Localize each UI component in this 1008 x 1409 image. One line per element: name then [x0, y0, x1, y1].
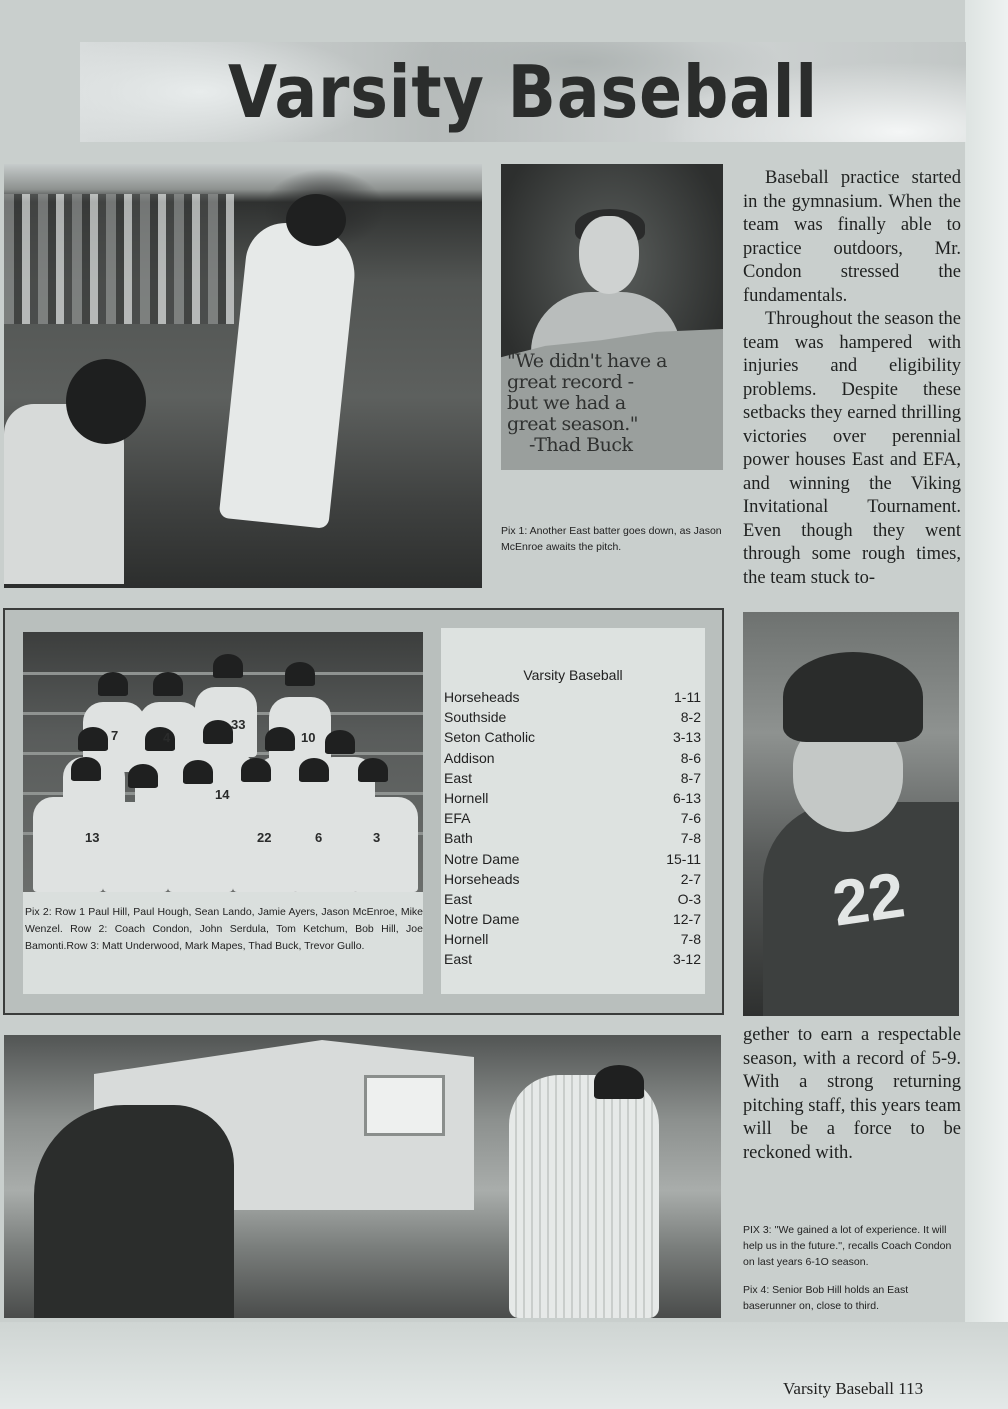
photo-baserunner: [34, 1105, 234, 1318]
team-member: [103, 802, 168, 892]
team-member-cap: [265, 727, 295, 751]
schedule-score: 8-6: [680, 749, 701, 766]
team-member-cap: [213, 654, 243, 678]
jersey-number: 22: [257, 830, 272, 845]
team-member: [353, 797, 418, 892]
team-member-cap: [71, 757, 101, 781]
schedule-score: 7-8: [680, 830, 701, 847]
photo-batter-helmet: [286, 194, 346, 246]
team-member-cap: [128, 764, 158, 788]
caption-pix1: Pix 1: Another East batter goes down, as Jason McEnroe awaits the pitch.: [501, 525, 722, 553]
team-member-cap: [183, 760, 213, 784]
team-member-cap: [98, 672, 128, 696]
schedule-opponent: EFA: [444, 810, 471, 827]
folio-page-number: 113: [898, 1379, 924, 1398]
team-member-cap: [241, 758, 271, 782]
schedule-opponent: Bath: [444, 830, 473, 847]
photo-catcher-mask: [66, 359, 146, 444]
schedule-opponent: Horseheads: [444, 870, 520, 887]
schedule-score: 8-2: [680, 709, 701, 726]
photo-team: [23, 632, 423, 892]
schedule-row: [444, 687, 701, 707]
photo-field-play: [4, 1035, 721, 1318]
schedule-opponent: Hornell: [444, 789, 489, 806]
article-paragraph: Throughout the season the team was hampered with injuries and eligibility problems. Despite these setbacks they earned thrilling victories over perennial power houses East and EFA, and winning the Viking Invitational Tournament. Even though they went through some rough times, the team stuck to-: [743, 309, 961, 588]
jersey-number: 13: [85, 830, 100, 845]
schedule-score: 7-8: [680, 931, 701, 948]
schedule-score: 1-11: [674, 689, 701, 705]
photo-crowd: [4, 194, 234, 324]
article-paragraph: gether to earn a respectable season, with a record of 5-9. With a strong returning pitching staff, this years team will be a force to be reckoned with.: [743, 1025, 962, 1163]
schedule-row: [444, 727, 701, 747]
schedule-opponent: Seton Catholic: [444, 729, 536, 746]
schedule-row: [444, 929, 701, 949]
schedule-opponent: East: [444, 951, 473, 968]
schedule-row: [444, 707, 701, 727]
article-paragraph: Baseball practice started in the gymnasium. When the team was finally able to practice outdoors, Mr. Condon stressed the fundamentals.: [743, 168, 961, 306]
photo-coach: [743, 612, 959, 1016]
photo-batter-figure: [219, 219, 360, 529]
schedule-opponent: Horseheads: [444, 689, 520, 705]
team-member-cap: [145, 727, 175, 751]
team-member-cap: [285, 662, 315, 686]
page-edge: [965, 0, 1008, 1409]
schedule-opponent: East: [444, 890, 473, 907]
caption-pix3: PIX 3: ''We gained a lot of experience. It will help us in the future.'', recalls Coach Condon on last years 6-1O season.: [743, 1224, 952, 1268]
schedule-row: [444, 788, 701, 808]
schedule-row: [444, 889, 701, 909]
schedule-score: 6-13: [672, 789, 701, 806]
schedule-title: Varsity Baseball: [523, 667, 623, 683]
schedule-score: 8-7: [680, 769, 701, 786]
coach-cap: [783, 652, 923, 742]
team-member: [293, 797, 358, 892]
schedule-score: 3-12: [672, 951, 701, 968]
page-folio: [783, 1379, 923, 1399]
schedule-row: [444, 808, 701, 828]
schedule-row: [444, 869, 701, 889]
schedule-opponent: Notre Dame: [444, 911, 520, 928]
team-member-cap: [358, 758, 388, 782]
photo-batter: [4, 164, 482, 588]
quote-line: but we had a: [507, 392, 626, 414]
title-banner: [80, 42, 966, 142]
schedule-row: [444, 949, 701, 969]
page-title: Varsity Baseball: [227, 50, 819, 134]
team-member-cap: [203, 720, 233, 744]
jersey-number: 33: [231, 717, 246, 732]
schedule-score: 3-13: [672, 729, 701, 746]
schedule-row: [444, 828, 701, 848]
schedule-row: [444, 909, 701, 929]
quote-line: "We didn't have a: [507, 350, 667, 372]
schedule-score: 15-11: [666, 850, 701, 867]
photo-fielder-cap: [594, 1065, 644, 1099]
jersey-number: 10: [301, 730, 316, 745]
jersey-number: 7: [111, 728, 119, 743]
schedule-opponent: Hornell: [444, 931, 489, 948]
jersey-number: 3: [373, 830, 381, 845]
schedule-score: O-3: [677, 890, 701, 907]
schedule-row: [444, 748, 701, 768]
quote-line: great record -: [507, 371, 634, 393]
schedule-panel: [441, 628, 705, 994]
team-member: [168, 797, 233, 892]
schedule-row: [444, 768, 701, 788]
team-box: [3, 608, 724, 1015]
folio-section: Varsity Baseball: [783, 1379, 894, 1398]
article-body-bottom: [743, 1024, 961, 1165]
team-member-cap: [78, 727, 108, 751]
schedule-score: 7-6: [680, 810, 701, 827]
team-member-cap: [299, 758, 329, 782]
article-body-top: [743, 167, 961, 590]
schedule-row: [444, 849, 701, 869]
quote-line: great season.": [507, 413, 639, 435]
schedule-score: 12-7: [672, 911, 701, 928]
jersey-number: 6: [315, 830, 323, 845]
coach-jersey-number: 22: [828, 858, 909, 940]
jersey-number: 14: [215, 787, 230, 802]
caption-pix2: Pix 2: Row 1 Paul Hill, Paul Hough, Sean Lando, Jamie Ayers, Jason McEnroe, Mike Wenzel. Row 2: Coach Condon, John Serdula, Tom Ketchum, Bob Hill, Joe Bamonti.Row 3: Matt Underwood, Mark Mapes, Thad Buck, Trevor Gullo.: [25, 906, 423, 952]
caption-pix4: Pix 4: Senior Bob Hill holds an East baserunner on, close to third.: [743, 1284, 909, 1312]
team-caption-panel: [23, 892, 423, 994]
quote-attribution: -Thad Buck: [529, 434, 633, 456]
schedule-opponent: East: [444, 769, 473, 786]
schedule-opponent: Notre Dame: [444, 850, 520, 867]
schedule-list: [444, 687, 701, 970]
team-member-cap: [325, 730, 355, 754]
jersey-number: 4: [163, 730, 171, 745]
schedule-opponent: Addison: [444, 749, 495, 766]
team-member-cap: [153, 672, 183, 696]
quote-sign-text: [507, 351, 719, 456]
photo-house-window: [364, 1075, 445, 1136]
schedule-opponent: Southside: [444, 709, 507, 726]
schedule-score: 2-7: [680, 870, 701, 887]
portrait-face: [579, 216, 639, 294]
photo-fielder: [509, 1075, 659, 1318]
